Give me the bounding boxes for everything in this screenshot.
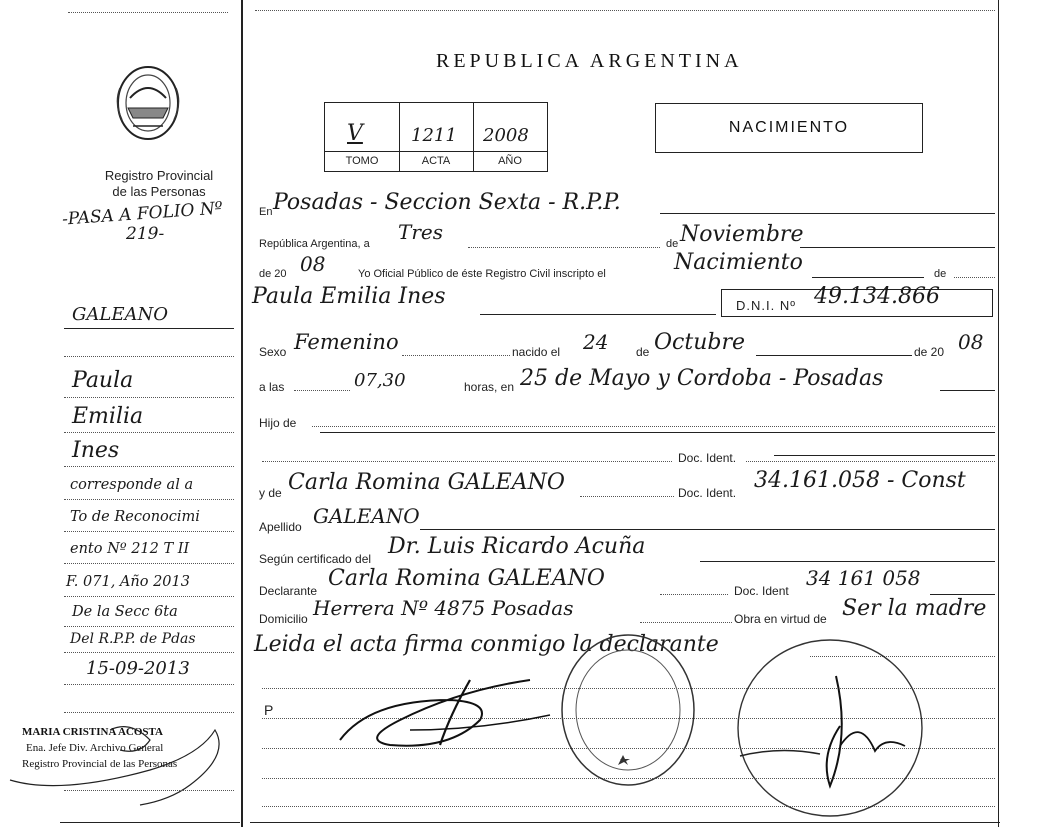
mother-doc-value: 34.161.058 - Const xyxy=(754,468,966,493)
record-type-box xyxy=(655,103,923,153)
dni-box xyxy=(721,284,993,317)
bottom-rule-left xyxy=(60,822,240,823)
tomo-value: V xyxy=(347,121,363,146)
form-rule xyxy=(320,432,995,433)
form-rule xyxy=(940,390,995,391)
form-rule xyxy=(402,355,510,356)
cert-value: Dr. Luis Ricardo Acuña xyxy=(388,534,646,559)
left-surname: GALEANO xyxy=(72,304,168,325)
republica-label: República Argentina, a xyxy=(259,238,370,250)
top-dotted-rule-right xyxy=(255,10,995,11)
mother-value: Carla Romina GALEANO xyxy=(288,470,565,495)
obra-value: Ser la madre xyxy=(842,596,987,621)
left-rule xyxy=(64,466,234,467)
left-rule xyxy=(64,684,234,685)
de-label: de xyxy=(666,238,679,250)
left-name-2: Emilia xyxy=(72,404,144,429)
inscripto-value: Nacimiento xyxy=(674,250,803,275)
left-name-1: Paula xyxy=(72,368,134,393)
anio-value: 2008 xyxy=(483,125,529,146)
left-rule xyxy=(64,356,234,357)
left-rule xyxy=(64,652,234,653)
birth-year-value: 08 xyxy=(958,330,984,354)
full-name-value: Paula Emilia Ines xyxy=(252,284,446,309)
left-name-3: Ines xyxy=(72,438,120,463)
dni-value: 49.134.866 xyxy=(814,284,940,309)
doc-ident-label-2: Doc. Ident. xyxy=(678,486,737,500)
form-rule xyxy=(700,561,995,562)
left-rule xyxy=(64,531,234,532)
form-rule xyxy=(312,426,995,427)
left-rule xyxy=(64,499,234,500)
margin-note-date: 15-09-2013 xyxy=(86,658,190,679)
left-rule xyxy=(64,790,234,791)
form-rule xyxy=(640,622,732,623)
form-rule xyxy=(480,314,716,315)
oficial-label: Yo Oficial Público de éste Registro Civil inscripto el xyxy=(358,268,606,280)
office-line-2: de las Personas xyxy=(112,184,206,199)
acta-value: 1211 xyxy=(411,125,457,146)
column-divider xyxy=(241,0,243,827)
tomo-label: TOMO xyxy=(345,155,379,167)
month-value: Noviembre xyxy=(680,222,804,247)
en-value: Posadas - Seccion Sexta - R.P.P. xyxy=(273,190,621,215)
birth-day-value: 24 xyxy=(583,330,609,354)
left-rule xyxy=(64,432,234,433)
declarante-label: Declarante xyxy=(259,584,318,598)
margin-note: Del R.P.P. de Pdas xyxy=(70,631,196,647)
de2008-label: de 20 xyxy=(914,345,945,359)
margin-note: corresponde al a xyxy=(70,477,194,493)
provincial-seal-icon xyxy=(108,58,188,148)
margin-note: De la Secc 6ta xyxy=(72,604,178,620)
top-dotted-rule xyxy=(68,12,228,13)
apellido-label: Apellido xyxy=(259,520,302,534)
de-month-label: de xyxy=(636,345,650,359)
sexo-label: Sexo xyxy=(259,345,287,359)
margin-note: ento Nº 212 T II xyxy=(70,541,190,557)
time-value: 07,30 xyxy=(354,370,406,391)
officer-signature xyxy=(330,660,570,760)
folio-note-line2: 219- xyxy=(126,224,165,244)
form-rule xyxy=(660,213,995,214)
declarante-value: Carla Romina GALEANO xyxy=(328,566,605,591)
form-rule xyxy=(800,247,995,248)
de20-label: de 20 xyxy=(259,268,287,280)
folio-note-line1: -PASA A FOLIO Nº xyxy=(61,198,224,230)
left-rule xyxy=(64,563,234,564)
closing-value: Leida el acta firma conmigo la declarante xyxy=(254,632,719,657)
stamp-office: Registro Provincial de las Personas xyxy=(22,758,178,770)
doc-ident-label-1: Doc. Ident. xyxy=(678,451,737,465)
doc-ident-label-3: Doc. Ident xyxy=(734,584,789,598)
registry-stamp-seal xyxy=(553,630,703,790)
margin-note: F. 071, Año 2013 xyxy=(66,574,190,590)
form-rule xyxy=(580,496,674,497)
country-title: REPUBLICA ARGENTINA xyxy=(436,50,743,72)
form-rule xyxy=(262,461,672,462)
de-end-label: de xyxy=(934,268,947,280)
form-rule xyxy=(420,529,995,530)
left-signature xyxy=(0,700,240,810)
left-surname-rule xyxy=(64,328,234,329)
stamp-name: MARIA CRISTINA ACOSTA xyxy=(22,726,163,738)
domicilio-value: Herrera Nº 4875 Posadas xyxy=(313,596,574,620)
form-rule xyxy=(660,594,728,595)
p-mark: P xyxy=(264,702,274,718)
acta-label: ACTA xyxy=(421,155,451,167)
stamp-title: Ena. Jefe Div. Archivo General xyxy=(26,742,164,754)
year-value: 08 xyxy=(300,252,326,276)
day-value: Tres xyxy=(398,220,443,244)
domicilio-label: Domicilio xyxy=(259,612,308,626)
sexo-value: Femenino xyxy=(294,330,399,354)
form-rule xyxy=(468,247,660,248)
hijo-label: Hijo de xyxy=(259,416,297,430)
dni-label: D.N.I. Nº xyxy=(736,298,796,313)
left-rule xyxy=(64,596,234,597)
place-value: 25 de Mayo y Cordoba - Posadas xyxy=(520,366,884,391)
form-rule xyxy=(294,390,350,391)
horas-label: horas, en xyxy=(464,380,515,394)
nacido-label: nacido el xyxy=(512,345,561,359)
form-rule xyxy=(930,594,995,595)
apellido-value: GALEANO xyxy=(313,504,420,528)
form-rule xyxy=(954,277,995,278)
alas-label: a las xyxy=(259,380,285,394)
margin-note: To de Reconocimi xyxy=(70,509,200,525)
segun-label: Según certificado del xyxy=(259,552,372,566)
form-rule xyxy=(746,461,995,462)
form-rule xyxy=(812,277,924,278)
form-rule xyxy=(774,455,995,456)
anio-label: AÑO xyxy=(498,155,522,167)
left-rule xyxy=(64,626,234,627)
obra-label: Obra en virtud de xyxy=(734,612,827,626)
declarant-stamp-and-signature xyxy=(700,636,930,826)
form-rule xyxy=(756,355,912,356)
right-border xyxy=(998,0,999,827)
birth-month-value: Octubre xyxy=(654,330,745,355)
office-line-1: Registro Provincial xyxy=(104,168,214,183)
en-label: En xyxy=(259,206,273,218)
record-type-label: NACIMIENTO xyxy=(728,119,850,136)
declarante-doc-value: 34 161 058 xyxy=(806,566,921,590)
left-rule xyxy=(64,397,234,398)
registry-box xyxy=(324,102,548,172)
yde-label: y de xyxy=(259,486,282,500)
